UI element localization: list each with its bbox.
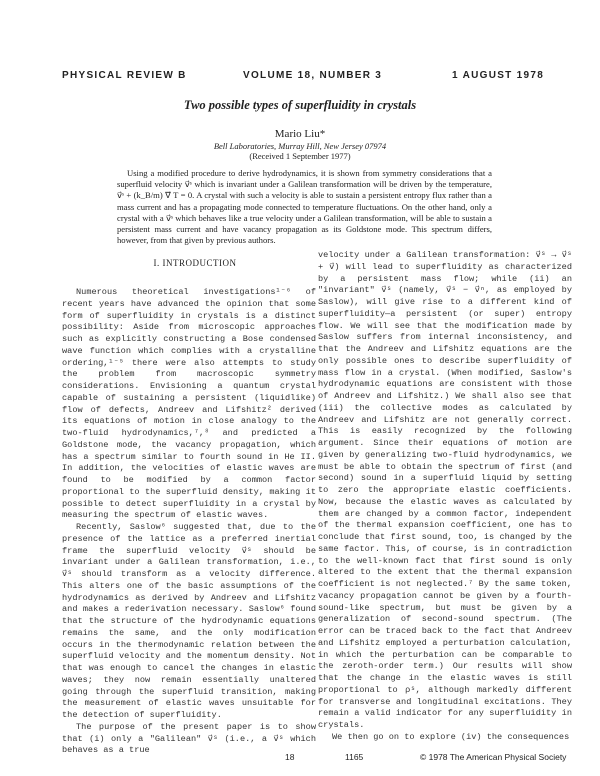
copyright-notice: © 1978 The American Physical Society	[420, 752, 567, 762]
paragraph: velocity under a Galilean transformation: v⃗ˢ → v⃗ˢ + v⃗) will lead to superfluidity as characterized by a persistent mass flow; while (ii) an "invariant" v⃗ˢ (namely, v⃗ˢ − v⃗ⁿ, as employed by Saslow), will give rise to a different kind of superfluidity—a persistent (or super) entropy flow. We will see that the modification made by Saslow suffers from internal inconsistency, and that the Andreev and Lifshitz equations are the only possible ones to describe superfluidity of mass flow in a crystal. (When modified, Saslow's hydrodynamic equations are consistent with those of Andreev and Lifshitz.) We shall also see that (iii) the collective modes as calculated by Andreev and Lifshitz are not generally correct. This is easily recognized by the following argument. Since their equations of motion are given by generalizing two-fluid hydrodynamics, we must be able to obtain the spectrum of first (and second) sound in a superfluid liquid by setting to zero the appropriate elastic coefficients. Now, because the elastic waves as calculated by them are changed by a common factor, independent of the thermal expansion coefficient, one has to conclude that first sound, too, is changed by the same factor. This, of course, is in contradiction to the well-known fact that first sound is only altered to the extent that the thermal expansion coefficient is not neglected.⁷ By the same token, vacancy propagation cannot be given by a fourth-sound-like spectrum, but must be given by a generalization of second-sound spectrum. (The error can be traced back to the fact that Andreev and Lifshitz employed a perturbation calculation, in which the perturbation can be comparable to the zeroth-order term.) Our results will show that the change in the elastic waves is still proportional to ρˢ, although markedly different for transverse and longitudinal excitations. They remain a valid indicator for any superfluidity in crystals.	[318, 250, 572, 730]
paragraph: Numerous theoretical investigations¹⁻⁶ of recent years have advanced the opinion that some form of superfluidity in crystals is a distinct possibility: Aside from microscopic approaches such as explicitly constructing a Bose condensed wave function which complies with a crystalline ordering,¹⁻⁵ there were also attempts to study the problem from macroscopic symmetry considerations. Envisioning a quantum crystal capable of sustaining a persistent (liquidlike) flow of defects, Andreev and Lifshitz² derived its equations of motion in close analogy to the two-fluid hydrodynamics,⁷,⁸ and predicted a Goldstone mode, the vacancy propagation, which has a spectrum similar to fourth sound in He II. In addition, the velocities of elastic waves are found to be modified by a common factor proportional to the superfluid density, making it possible to detect superfluidity in a crystal by measuring the spectrum of elastic waves.	[62, 287, 316, 521]
section-heading: I. INTRODUCTION	[153, 258, 237, 268]
paragraph: Recently, Saslow⁶ suggested that, due to the presence of the lattice as a preferred inertial frame the superfluid velocity v⃗ˢ should be invariant under a Galilean transformation, i.e., v⃗ˢ should transform as a velocity difference. This alters one of the basic assumptions of the hydrodynamics as derived by Andreev and Lifshitz and makes a rederivation necessary. Saslow⁶ found that the structure of the hydrodynamic equations remains the same, and the only modification occurs in the thermodynamic relation between the superfluid velocity and the momentum density. Not that was enough to cancel the changes in elastic waves; they now remain essentially unaltered going through the superfluid transition, making the measurement of elastic waves unsuitable for the detection of superfluidity.	[62, 522, 316, 720]
author-name: Mario Liu*	[274, 128, 326, 140]
page-number: 1165	[345, 752, 364, 762]
journal-name: PHYSICAL REVIEW B	[62, 70, 187, 81]
article-title: Two possible types of superfluidity in crystals	[183, 98, 417, 112]
issue-date: 1 AUGUST 1978	[452, 70, 545, 81]
paragraph: We then go on to explore (iv) the consequences	[332, 731, 570, 742]
volume-number: VOLUME 18, NUMBER 3	[243, 70, 383, 81]
volume-footer: 18	[285, 752, 295, 762]
right-column	[318, 250, 572, 744]
author-affiliation: Bell Laboratories, Murray Hill, New Jersey 07974	[213, 141, 387, 151]
abstract: Using a modified procedure to derive hydrodynamics, it is shown from symmetry considerations that a superfluid velocity v⃗ˢ which is invariant under a Galilean transformation will be driven by the temperature, v⃗ˢ + (k_B/m) ∇⃗ T = 0. A crystal with such a velocity is able to sustain a persistent entropy flux rather than a mass current and has a propagating mode connected to temperature fluctuations. On the other hand, only a crystal with a v⃗ˢ which behaves like a true velocity under a Galilean transformation, will be able to sustain a persistent mass current and have vacancy propagation as its Goldstone mode. This spectrum differs, however, from that given by previous authors.	[117, 168, 492, 246]
received-date: (Received 1 September 1977)	[249, 151, 351, 161]
paragraph: The purpose of the present paper is to show that (i) only a "Galilean" v⃗ˢ (i.e., a v⃗ˢ which behaves as a true	[62, 721, 316, 756]
running-header	[0, 70, 600, 84]
left-column	[62, 287, 316, 757]
